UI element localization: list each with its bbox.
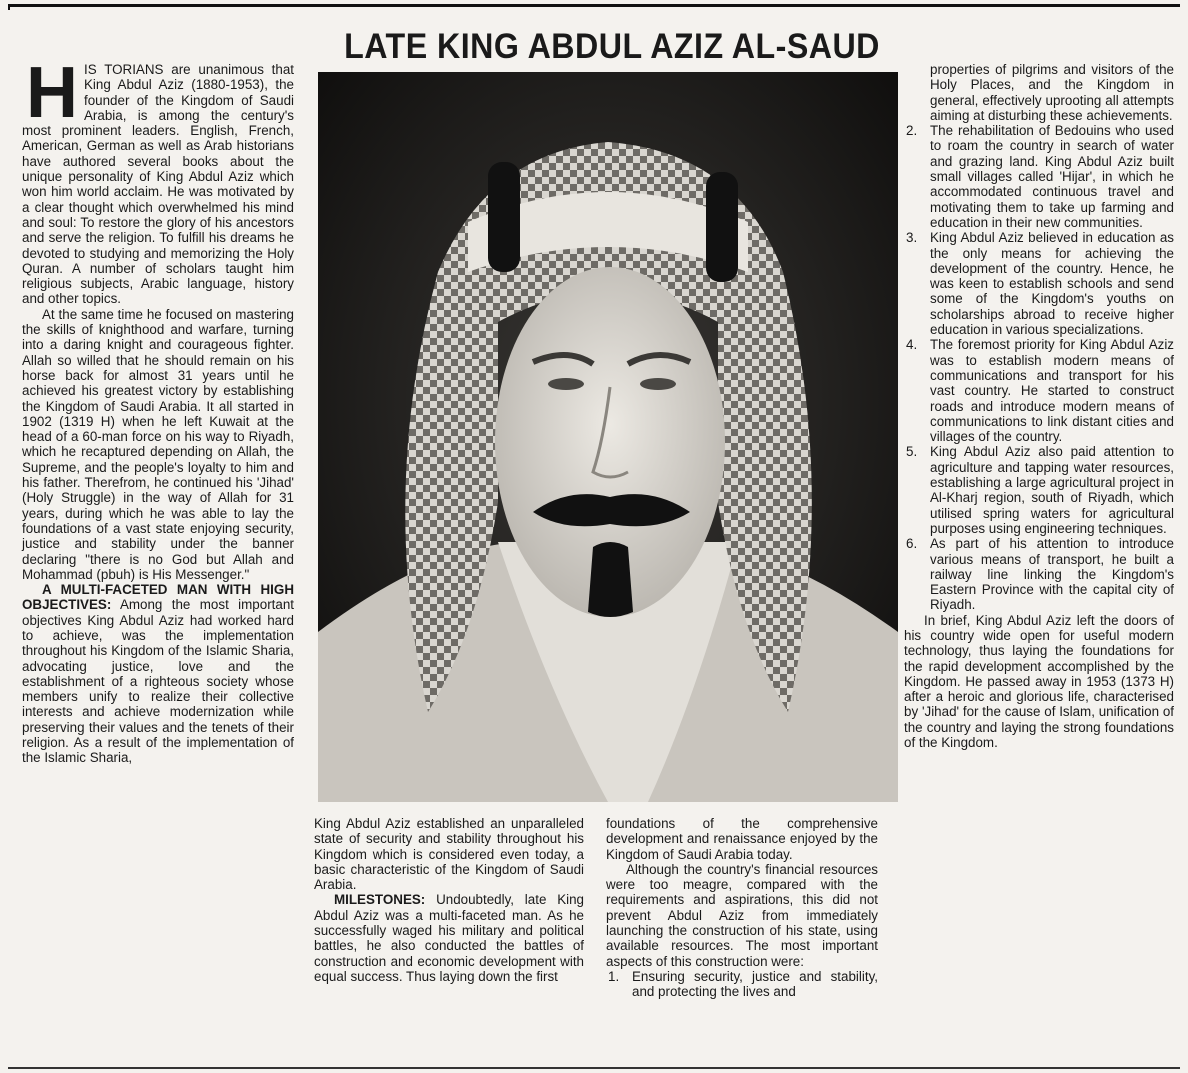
construction-list-start [606,969,878,1000]
paragraph-closing: In brief, King Abdul Aziz left the doors of his country wide open for useful modern technology, thus laying the foundations for the rapid development accomplished by the Kingdom. He passed away in 1953 (1373 H) after a heroic and glorious life, characterised by 'Jihad' for the cause of Islam, unification of the country and laying the strong foundations of the Kingdom. [904,612,1174,751]
list-item [904,536,1174,612]
list-item [904,444,1174,536]
paragraph-objectives [22,582,294,766]
paragraph-resources: Although the country's financial resources were too meagre, compared with the requirements and aspirations, this did not prevent Abdul Aziz from immediately launching the construction of his state, using available resources. The most important aspects of this construction were: [606,861,878,969]
top-rule [8,4,1180,7]
list-number: 6. [906,536,918,552]
column-1 [22,53,294,766]
objectives-text: Among the most important objectives King Abdul Aziz had worked hard to achieve, was the implementation throughout his Kingdom of the Islamic Sharia, advocating justice, love and the establishment of a righteous society whose members unify to realize their collective interests and achieve modernization while preserving their values and the tenets of their religion. As a result of the implementation of the Islamic Sharia, [22,597,294,766]
list-item [904,337,1174,444]
bottom-rule [8,1067,1180,1069]
portrait-illustration [318,72,898,802]
paragraph-security: King Abdul Aziz established an unparalleled state of security and stability throughout his Kingdom which is considered even today, a basic characteristic of the Kingdom of Saudi Arabia. [314,816,584,893]
list-item [904,123,1174,230]
list-text: Ensuring security, justice and stability, and protecting the lives and [632,968,878,1000]
list-item [606,969,878,1000]
intro-text: IS TORIANS are unanimous that King Abdul Aziz (1880-1953), the founder of the Kingdom of Saudi Arabia, is among the century's most prominent leaders. English, French, American, German as well as Arab historians have authored several books about the unique personality of King Abdul Aziz which won him world acclaim. He was motivated by a clear thought which overwhelmed his mind and soul: To restore the glory of his ancestors and serve the religion. To fulfill his dreams he devoted to studying and memorizing the Holy Quran. A number of scholars taught him religious subjects, Arabic language, history and other topics. [22,62,294,307]
list-item-continued [904,62,1174,123]
drop-cap: H [26,53,78,133]
subheading-multi-faceted: A MULTI-FACETED MAN WITH HIGH OBJECTIVES: [22,582,294,613]
milestones-text: Undoubtedly, late King Abdul Aziz was a multi-faceted man. As he successfully waged his military and political battles, he also conducted the battles of construction and economic development with equal success. Thus laying down the first [314,892,584,984]
paragraph-milestones [314,892,584,984]
list-number: 3. [906,230,918,246]
subheading-milestones: MILESTONES: [334,892,426,908]
construction-list [904,62,1174,613]
list-text: properties of pilgrims and visitors of the Holy Places, and the Kingdom in general, effectively uprooting all attempts aiming at disturbing these achievements. [930,62,1174,123]
corner-rule [8,4,10,10]
column-3 [606,816,878,1000]
portrait-photo [318,72,898,802]
paragraph-foundations: foundations of the comprehensive development and renaissance enjoyed by the Kingdom of Saudi Arabia today. [606,816,878,862]
list-item [904,230,1174,337]
list-text: The rehabilitation of Bedouins who used to roam the country in search of water and grazing land. King Abdul Aziz built small villages called 'Hijar', in which he accommodated continuous travel and motivating them to take up farming and education in their new communities. [930,123,1174,230]
column-2 [314,816,584,984]
list-number: 2. [906,123,918,139]
list-number: 1. [608,968,620,984]
paragraph-knighthood: At the same time he focused on mastering the skills of knighthood and warfare, turning into a daring knight and courageous fighter. Allah so willed that he should remain on his horse back for almost 31 years until he achieved his greatest victory by establishing the Kingdom of Saudi Arabia. It all started in 1902 (1319 H) when he left Kuwait at the head of a 60-man force on his way to Riyadh, which he recaptured depending on Allah, the Supreme, and the people's loyalty to him and his father. Therefrom, he continued his 'Jihad' (Holy Struggle) in the way of Allah for 31 years, during which he was able to lay the foundations of a vast state enjoying security, justice and stability under the banner declaring "there is no God but Allah and Mohammad (pbuh) is His Messenger." [22,306,294,582]
column-4 [904,62,1174,750]
list-number: 4. [906,337,918,353]
list-number: 5. [906,444,918,460]
list-text: As part of his attention to introduce various means of transport, he built a railway line linking the Kingdom's Eastern Province with the capital city of Riyadh. [930,536,1174,613]
list-text: The foremost priority for King Abdul Aziz was to establish modern means of communications and transport for his vast country. He started to construct roads and introduce modern means of communications to link distant cities and villages of the country. [930,337,1174,445]
intro-paragraph [22,53,294,307]
list-text: King Abdul Aziz believed in education as the only means for achieving the development of the country. Hence, he was keen to establish schools and send some of the Kingdom's youths on scholarships abroad to receive higher education in various specializations. [930,230,1174,338]
list-text: King Abdul Aziz also paid attention to agriculture and tapping water resources, establishing a large agricultural project in Al-Kharj region, south of Riyadh, which utilised spring waters for agricultural purposes using engineering techniques. [930,444,1174,536]
headline: LATE KING ABDUL AZIZ AL-SAUD [344,27,880,66]
